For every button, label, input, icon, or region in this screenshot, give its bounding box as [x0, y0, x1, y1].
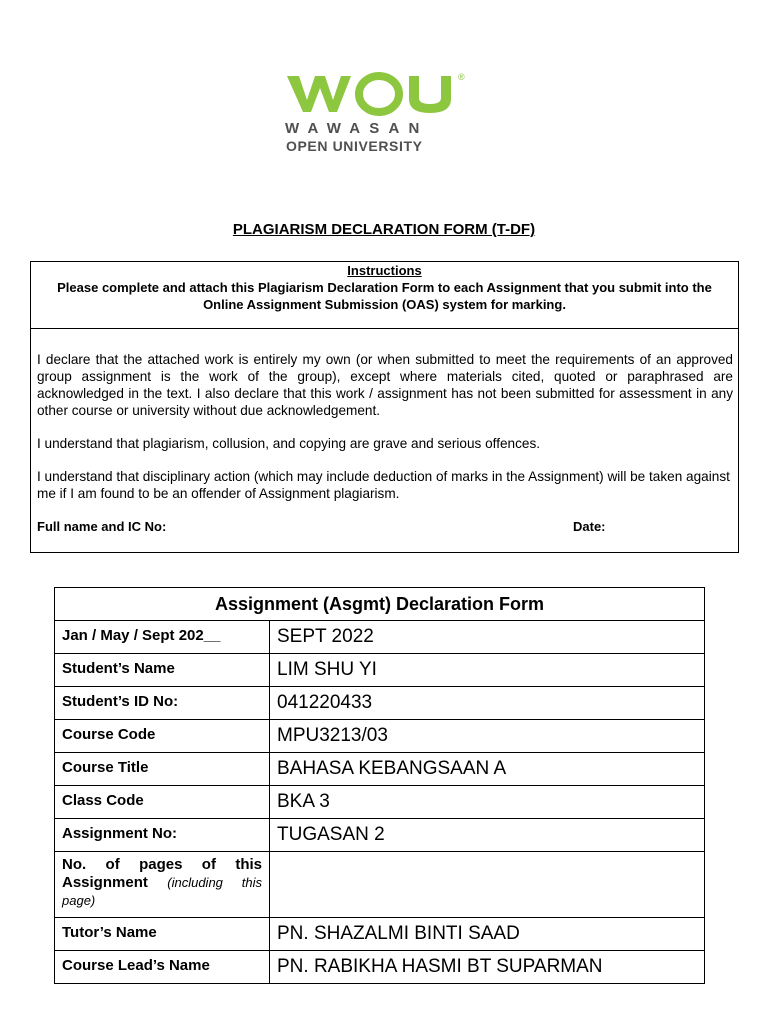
- student-name-value: LIM SHU YI: [270, 654, 705, 687]
- tutor-name-value: PN. SHAZALMI BINTI SAAD: [270, 918, 705, 951]
- table-row: [55, 786, 705, 819]
- instructions-text: Please complete and attach this Plagiarism Declaration Form to each Assignment that you submit into the Online Assignment Submission (OAS) system for marking.: [57, 280, 712, 312]
- logo-wawasan-text: WAWASAN: [285, 120, 429, 137]
- course-title-value: BAHASA KEBANGSAAN A: [270, 753, 705, 786]
- assignment-form-title: Assignment (Asgmt) Declaration Form: [55, 588, 705, 621]
- course-lead-label: Course Lead’s Name: [55, 951, 270, 984]
- registered-mark: ®: [458, 72, 465, 82]
- semester-value: SEPT 2022: [270, 621, 705, 654]
- semester-label: Jan / May / Sept 202__: [55, 621, 270, 654]
- table-row: [55, 720, 705, 753]
- plagiarism-declaration-box: [30, 261, 739, 553]
- date-label: Date:: [573, 519, 606, 534]
- university-logo: [279, 68, 474, 158]
- declaration-body: [37, 351, 733, 518]
- course-code-label: Course Code: [55, 720, 270, 753]
- table-row: [55, 654, 705, 687]
- course-lead-value: PN. RABIKHA HASMI BT SUPARMAN: [270, 951, 705, 984]
- page-count-value: [270, 852, 705, 918]
- declaration-paragraph-2: I understand that plagiarism, collusion, and copying are grave and serious offences.: [37, 436, 541, 451]
- table-row: [55, 852, 705, 918]
- wou-logo-mark: [285, 72, 460, 116]
- page-count-label-cell: [55, 852, 270, 918]
- logo-open-university-text: OPEN UNIVERSITY: [286, 138, 423, 154]
- class-code-label: Class Code: [55, 786, 270, 819]
- student-name-label: Student’s Name: [55, 654, 270, 687]
- student-id-value: 041220433: [270, 687, 705, 720]
- class-code-value: BKA 3: [270, 786, 705, 819]
- fullname-ic-label: Full name and IC No:: [37, 519, 167, 534]
- page-count-label: No. of pages of this Assignment: [62, 856, 262, 891]
- instructions-section: [31, 262, 738, 329]
- table-row: [55, 753, 705, 786]
- instructions-heading: Instructions: [347, 263, 422, 278]
- declaration-paragraph-1: I declare that the attached work is entirely my own (or when submitted to meet the requirements of an approved group assignment is the work of the group), except where materials cited, quoted or paraphrased are acknowledged in the text. I also declare that this work / assignment has not been submitted for assessment in any other course or university without due acknowledgement.: [37, 352, 733, 418]
- student-id-label: Student’s ID No:: [55, 687, 270, 720]
- signature-line: [37, 519, 727, 534]
- table-row: [55, 918, 705, 951]
- table-row: [55, 621, 705, 654]
- page-title: PLAGIARISM DECLARATION FORM (T-DF): [232, 221, 536, 238]
- course-title-label: Course Title: [55, 753, 270, 786]
- page-count-note: (including this page): [62, 875, 262, 908]
- assignment-declaration-table: [54, 587, 705, 984]
- declaration-paragraph-3: I understand that disciplinary action (which may include deduction of marks in the Assignment) will be taken against me if I am found to be an offender of Assignment plagiarism.: [37, 469, 730, 501]
- table-row: [55, 687, 705, 720]
- table-row: [55, 951, 705, 984]
- tutor-name-label: Tutor’s Name: [55, 918, 270, 951]
- assignment-no-label: Assignment No:: [55, 819, 270, 852]
- table-header-row: [55, 588, 705, 621]
- course-code-value: MPU3213/03: [270, 720, 705, 753]
- table-row: [55, 819, 705, 852]
- assignment-no-value: TUGASAN 2: [270, 819, 705, 852]
